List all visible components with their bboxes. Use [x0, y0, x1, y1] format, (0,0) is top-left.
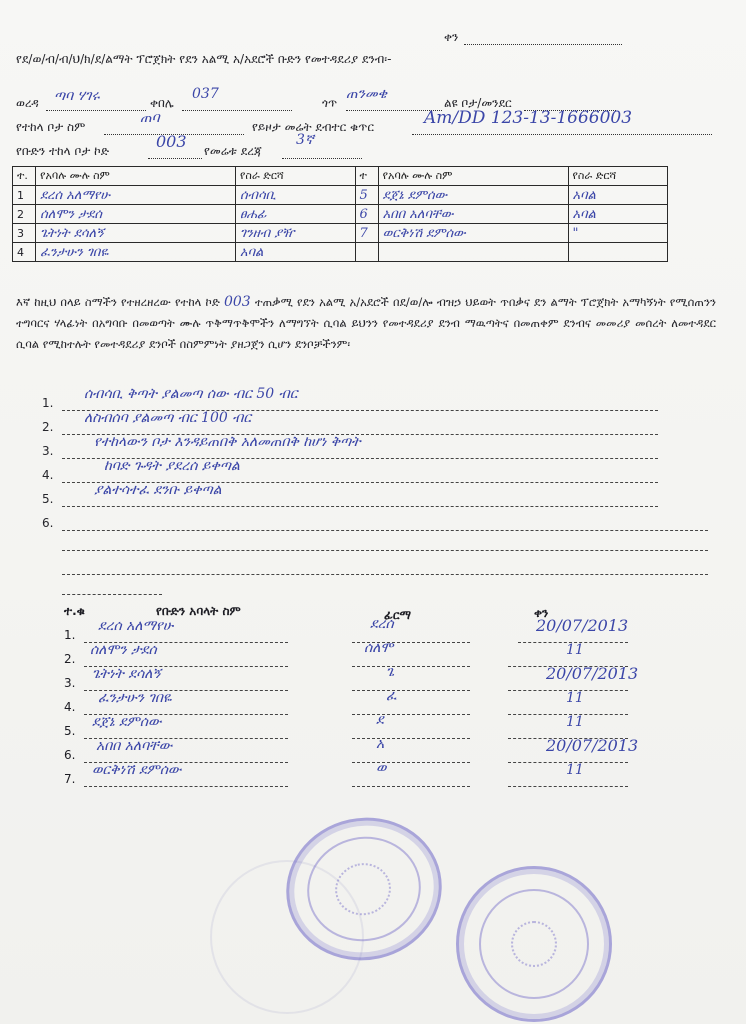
row-no: 1	[13, 186, 36, 205]
sig-signature: ሰለሞ	[364, 640, 394, 656]
row-no: 4	[13, 243, 36, 262]
got-label: ጎጥ	[322, 96, 338, 110]
sig-member-name: ወርቅነሽ ደምሰው	[92, 762, 182, 778]
member-name: ፈንታሁን ገበዬ	[36, 243, 236, 262]
sig-signature: ደ	[376, 712, 384, 728]
sig-member-name: ደረሰ አለማየሁ	[98, 618, 174, 634]
member-name-2: አበበ አለባቸው	[378, 205, 568, 224]
land-cert-label: የይዞታ መሬት ደብተር ቁጥር	[252, 120, 374, 134]
site-code-label: የቡድን ተከላ ቦታ ኮድ	[16, 144, 110, 158]
rule-number: 5.	[42, 492, 54, 506]
sig-signature: ጌ	[386, 664, 395, 680]
member-name-2	[378, 243, 568, 262]
sig-header-no: ተ.ቁ	[64, 604, 85, 618]
member-role-2	[568, 243, 668, 262]
sig-date: 20/07/2013	[546, 664, 639, 683]
sig-row-number: 1.	[64, 628, 76, 642]
row-no-2: 5	[355, 186, 378, 205]
row-no: 3	[13, 224, 36, 243]
table-row	[13, 243, 668, 262]
site-code-value: 003	[156, 132, 187, 151]
date-label: ቀን	[444, 30, 459, 44]
sig-date: 11	[566, 714, 584, 730]
blank-line	[62, 582, 162, 595]
woreda-label: ወረዳ	[16, 96, 39, 110]
sig-date: 11	[566, 762, 584, 778]
sig-date: 11	[566, 642, 584, 658]
rule-text: ከባድ ጉዳት ያደረሰ ይቀጣል	[104, 458, 240, 474]
sig-member-name: ደጀኔ ደምሰው	[92, 714, 162, 730]
paragraph-part-2: ተጠቃሚ የደን አልሚ አ/አደሮች በደ/ወ/ሎ ብዝኃ ህይወት ጥበቃና ደን ልማት ፕሮጀክት አማካኝነት የሚሰጠንን ተግባርና ሃላፊነት በአግባቡ በመወጣት ሙሉ ጥቅማጥቅሞችን ለማግኘት ሲባል ይህንን የመተዳደሪያ ደንብ ማዉጣትና በመጠቀም ደንብና መመሪያ መሰረት ለመተዳደር ሲባል የሚከተሉት የመተዳደሪያ ደንቦች በስምምነት ያዘጋጀን ሲሆን ደንቦቻችንም፡	[16, 295, 717, 351]
col-header-role: የስራ ድርሻ	[236, 167, 356, 186]
member-name: ጌትነት ደሳለኝ	[36, 224, 236, 243]
date-line	[464, 32, 622, 45]
member-role-2: አባል	[568, 186, 668, 205]
rule-text: ሰብሳቢ ቅጣት ያልመጣ ሰው ብር 50 ብር	[84, 386, 298, 402]
sig-member-name: ጌትነት ደሳለኝ	[92, 666, 161, 682]
agreement-paragraph	[16, 292, 716, 355]
kebele-value: 037	[192, 86, 219, 102]
sig-date: 20/07/2013	[536, 616, 629, 635]
member-role-2: "	[568, 224, 668, 243]
paragraph-part-1: እኛ ከዚህ በላይ ስማችን የተዘረዘረው የተከላ ኮድ	[16, 295, 220, 309]
col-header-role-2: የስራ ድርሻ	[568, 167, 668, 186]
sig-header-signature: ፊርማ	[384, 608, 412, 622]
row-no: 2	[13, 205, 36, 224]
sig-row-number: 4.	[64, 700, 76, 714]
rule-number: 6.	[42, 516, 54, 530]
rule-text: ያልተሳተፈ ደንቡ ይቀጣል	[94, 482, 222, 498]
sig-header-name: የቡድን አባላት ስም	[156, 604, 241, 618]
rule-number: 3.	[42, 444, 54, 458]
row-no-2: 7	[355, 224, 378, 243]
land-cert-value: Am/DD 123-13-1666003	[424, 108, 633, 128]
land-grade-label: የመሬቱ ደረጃ	[204, 144, 262, 158]
member-role: ገንዘብ ያዥ	[236, 224, 356, 243]
sig-row-number: 5.	[64, 724, 76, 738]
blank-line	[62, 538, 708, 551]
kebele-label: ቀበሌ	[150, 96, 174, 110]
rule-text: ለስብሰባ ያልመጣ ብር 100 ብር	[84, 410, 252, 426]
member-name: ደረሰ አለማየሁ	[36, 186, 236, 205]
sig-row-number: 6.	[64, 748, 76, 762]
member-role: ፀሐፊ	[236, 205, 356, 224]
members-table	[12, 166, 668, 262]
col-header-name: የአባሉ ሙሉ ስም	[36, 167, 236, 186]
sig-date: 11	[566, 690, 584, 706]
sig-member-name: ፈንታሁን ገበዬ	[98, 690, 172, 706]
sig-header-date: ቀን	[534, 606, 549, 620]
member-role: አባል	[236, 243, 356, 262]
rule-number: 1.	[42, 396, 54, 410]
rule-number: 2.	[42, 420, 54, 434]
land-grade-value: 3ኛ	[296, 132, 314, 148]
sig-date: 20/07/2013	[546, 736, 639, 755]
official-stamp-2	[456, 866, 612, 1022]
table-row	[13, 205, 668, 224]
member-name-2: ወርቅነሽ ደምሰው	[378, 224, 568, 243]
sig-row-number: 2.	[64, 652, 76, 666]
paragraph-code: 003	[223, 294, 251, 310]
sig-signature: ፈ	[386, 688, 397, 704]
sig-signature: ወ	[376, 760, 387, 776]
blank-line	[62, 562, 708, 575]
table-row	[13, 186, 668, 205]
sig-member-name: አበበ አለባቸው	[96, 738, 173, 754]
special-place-label: ልዩ ቦታ/መንደር	[444, 96, 512, 110]
table-row	[13, 224, 668, 243]
col-header-name-2: የአባሉ ሙሉ ስም	[378, 167, 568, 186]
table-header-row	[13, 167, 668, 186]
rule-text: የተከላውን ቦታ እንዳይጠበቅ አለመጠበቅ ከሆነ ቅጣት	[94, 434, 361, 450]
member-role: ሰብሳቢ	[236, 186, 356, 205]
rule-number: 4.	[42, 468, 54, 482]
sig-member-name: ሰለሞን ታደሰ	[90, 642, 157, 658]
woreda-value: ጣባ ሃገሩ	[54, 88, 100, 104]
sig-row-number: 7.	[64, 772, 76, 786]
col-header-no-2: ተ	[355, 167, 378, 186]
sig-signature: አ	[376, 736, 385, 752]
document-title: የደ/ወ/ብ/ብ/ህ/ክ/ደ/ልማት ፕሮጀክት የደን አልሚ አ/አደሮች ቡድን የመተዳደሪያ ደንብ፡-	[16, 52, 392, 66]
sig-signature: ደረሰ	[370, 616, 394, 632]
got-value: ጠንመቄ	[346, 86, 388, 102]
row-no-2: 6	[355, 205, 378, 224]
sig-row-number: 3.	[64, 676, 76, 690]
site-name-label: የተከላ ቦታ ስም	[16, 120, 86, 134]
row-no-2	[355, 243, 378, 262]
site-name-value: ጠባ	[140, 110, 160, 126]
member-name-2: ደጀኔ ደምሰው	[378, 186, 568, 205]
col-header-no: ተ.	[13, 167, 36, 186]
member-name: ሰለሞን ታደሰ	[36, 205, 236, 224]
member-role-2: አባል	[568, 205, 668, 224]
